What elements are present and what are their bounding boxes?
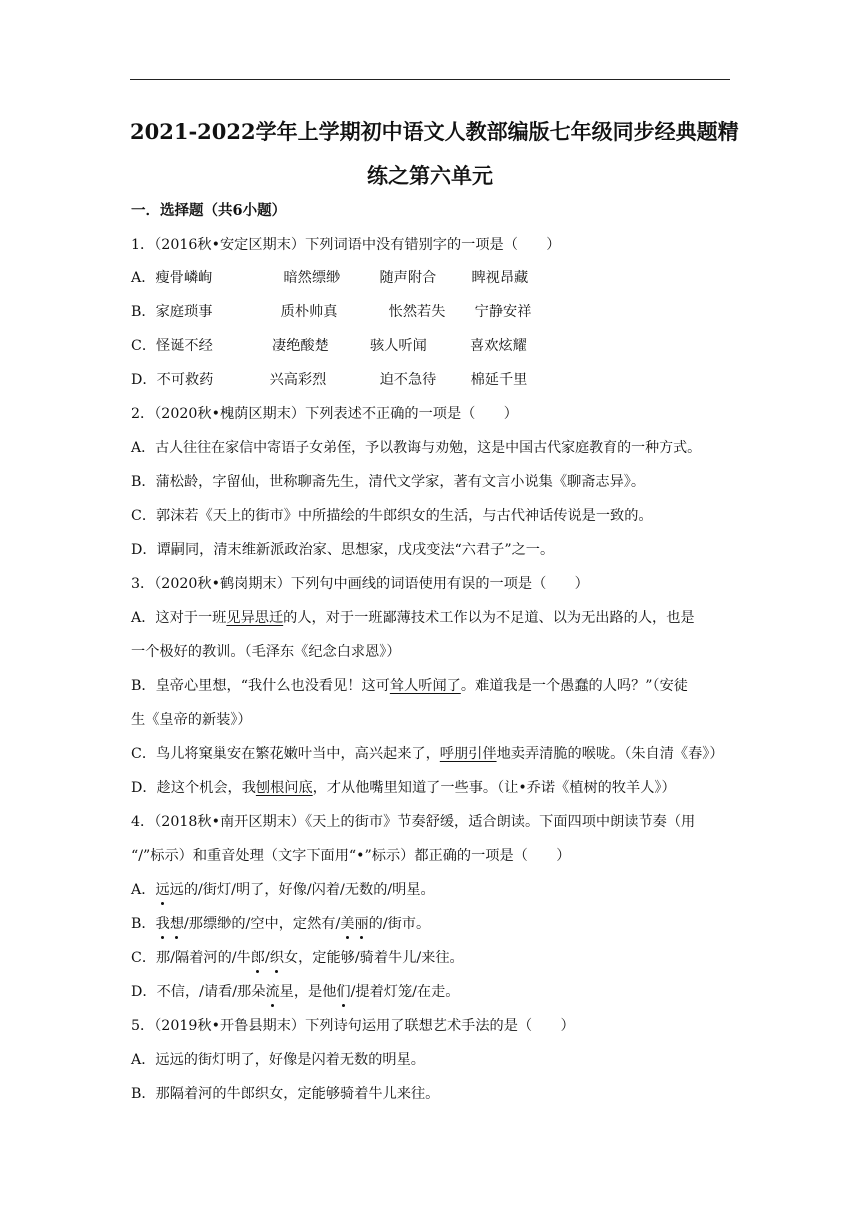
- word: 喜欢炫耀: [470, 338, 527, 354]
- text: 的/街市。: [368, 916, 431, 932]
- q3-option-d: [131, 778, 676, 798]
- text: /: [264, 950, 270, 966]
- q5-option-a: A．远远的街灯明了，好像是闪着无数的明星。: [131, 1052, 425, 1068]
- q3-option-b-cont: 生《皇帝的新装》）: [131, 712, 252, 728]
- text: 星，是他: [279, 984, 337, 1000]
- text: C．鸟儿将窠巢安在繁花嫩叶当中，高兴起来了，: [131, 746, 440, 762]
- q2-option-b: B．蒲松龄，字留仙，世称聊斋先生，清代文学家，著有文言小说集《聊斋志异》。: [131, 474, 646, 490]
- q4-stem-line2: “/”标示）和重音处理（文字下面用“•”标示）都正确的一项是（ ）: [131, 848, 571, 864]
- stressed-char: 我: [155, 916, 170, 932]
- stressed-char: 郎: [250, 950, 265, 966]
- underlined-phrase: 刨根问底: [255, 780, 313, 796]
- stressed-char: 美: [340, 916, 355, 932]
- text: 地卖弄清脆的喉咙。（朱自清《春》）: [496, 746, 724, 762]
- underlined-phrase: 呼朋引伴: [439, 746, 497, 762]
- text: B．: [131, 916, 156, 932]
- stressed-char: 丽: [354, 916, 369, 932]
- q3-option-a: [131, 608, 695, 628]
- option-letter: D．: [131, 372, 157, 388]
- text: C．那/隔着河的/牛: [131, 950, 251, 966]
- q5-stem: 5．（2019秋•开鲁县期末）下列诗句运用了联想艺术手法的是（ ）: [131, 1018, 575, 1034]
- document-title-line2: 练之第六单元: [367, 163, 493, 188]
- underlined-phrase: 耸人听闻了: [389, 678, 461, 694]
- word: 瘦骨嶙峋: [155, 270, 213, 286]
- q1-option-b: [131, 302, 531, 322]
- text: 远的/街灯/明了，好像/闪着/无数的/明星。: [169, 882, 435, 898]
- word: 家庭琐事: [155, 304, 213, 320]
- q1-option-d: [131, 370, 527, 390]
- option-letter: B．: [131, 304, 156, 320]
- word: 宁静安祥: [474, 304, 532, 320]
- word: 睥视昂藏: [471, 270, 529, 286]
- text: 女，定能够/骑着牛儿/来往。: [283, 950, 464, 966]
- word: 暗然缥缈: [283, 270, 341, 286]
- q3-option-a-cont: 一个极好的教训。（毛泽东《纪念白求恩》）: [131, 644, 401, 660]
- text: A．这对于一班: [131, 610, 227, 626]
- text: 。难道我是一个愚蠢的人吗？”（安徒: [460, 678, 688, 694]
- underlined-phrase: 见异思迁: [226, 610, 284, 626]
- word: 怅然若失: [388, 304, 446, 320]
- stressed-char: 想: [169, 916, 185, 932]
- q2-stem: 2．（2020秋•槐荫区期末）下列表述不正确的一项是（ ）: [131, 406, 518, 422]
- q2-option-c: C．郭沫若《天上的街市》中所描绘的牛郎织女的生活，与古代神话传说是一致的。: [131, 508, 653, 524]
- q4-option-c: [131, 948, 464, 968]
- q1-option-a: [131, 268, 528, 288]
- text: D．趁这个机会，我: [131, 780, 256, 796]
- option-letter: C．: [131, 338, 157, 354]
- text: 的人，对于一班鄙薄技术工作以为不足道、以为无出路的人，也是: [283, 610, 695, 626]
- q4-option-a: [131, 880, 435, 900]
- word: 怪诞不经: [156, 338, 213, 354]
- q5-option-b: B．那隔着河的牛郎织女，定能够骑着牛儿来往。: [131, 1086, 440, 1102]
- word: 质朴帅真: [280, 304, 338, 320]
- q3-stem: 3．（2020秋•鹤岗期末）下列句中画线的词语使用有误的一项是（ ）: [131, 576, 589, 592]
- word: 骇人听闻: [370, 338, 427, 354]
- q4-option-b: [131, 914, 430, 934]
- stressed-char: 织: [269, 950, 284, 966]
- q1-stem: 1．（2016秋•安定区期末）下列词语中没有错别字的一项是（ ）: [131, 237, 561, 253]
- stressed-char: 远: [155, 882, 170, 898]
- q1-option-c: [131, 336, 527, 356]
- word: 不可救药: [156, 372, 214, 388]
- q3-option-c: [131, 744, 724, 764]
- word: 兴高彩烈: [269, 372, 327, 388]
- text: /那缥缈的/空中，定然有/: [184, 916, 341, 932]
- q2-option-a: A．古人往往在家信中寄语子女弟侄，予以教诲与劝勉，这是中国古代家庭教育的一种方式。: [131, 440, 702, 456]
- q4-stem-line1: 4．（2018秋•南开区期末）《天上的街市》节奏舒缓，适合朗读。下面四项中朗读节奏（用: [131, 814, 696, 830]
- section-heading: 一．选择题（共6小题）: [131, 202, 287, 219]
- q4-option-d: [131, 982, 459, 1002]
- text: D．不信，/请看/那朵: [131, 984, 266, 1000]
- text: /提着灯笼/在走。: [350, 984, 460, 1000]
- q3-option-b: [131, 676, 688, 696]
- stressed-char: 流: [265, 984, 280, 1000]
- text: ，才从他嘴里知道了一些事。（让•乔诺《植树的牧羊人》）: [312, 780, 676, 796]
- word: 迫不急待: [379, 372, 437, 388]
- word: 棉延千里: [470, 372, 528, 388]
- stressed-char: 们: [336, 984, 351, 1000]
- word: 凄绝酸楚: [272, 338, 329, 354]
- header-rule: [130, 79, 730, 80]
- option-letter: A．: [131, 270, 156, 286]
- text: A．: [131, 882, 156, 898]
- text: B．皇帝心里想，“我什么也没看见！这可: [131, 678, 390, 694]
- q2-option-d: D．谭嗣同，清末维新派政治家、思想家，戊戌变法“六君子”之一。: [131, 542, 555, 558]
- word: 随声附合: [379, 270, 437, 286]
- document-title-line1: 2021-2022学年上学期初中语文人教部编版七年级同步经典题精: [130, 119, 739, 144]
